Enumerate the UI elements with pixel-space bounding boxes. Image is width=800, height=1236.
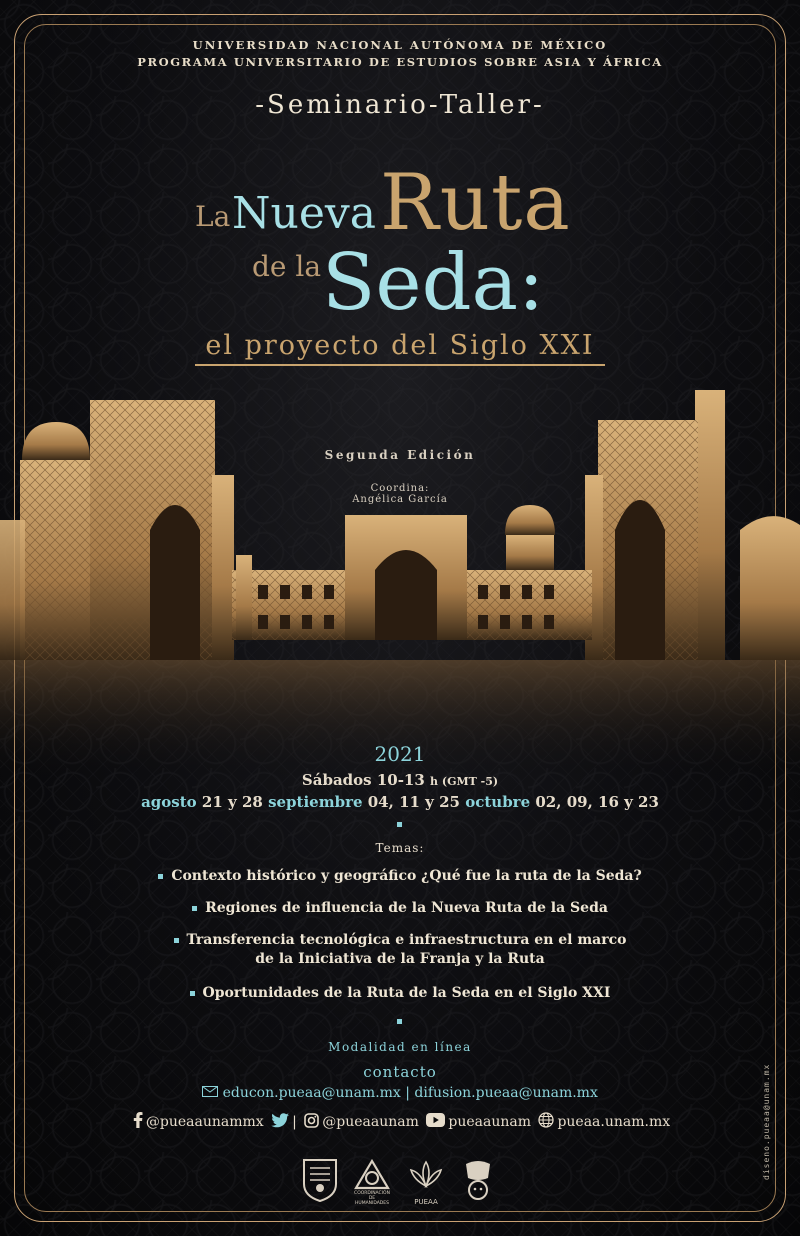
separator-square — [397, 1019, 402, 1024]
title-word-seda: Seda: — [322, 238, 545, 328]
separator-square — [397, 822, 402, 827]
topic-item: Regiones de influencia de la Nueva Ruta de la Seda — [0, 899, 800, 918]
dates-september: 04, 11 y 25 — [367, 793, 460, 811]
social-links — [0, 1112, 800, 1132]
facebook-icon[interactable] — [133, 1112, 143, 1132]
program-name: PROGRAMA UNIVERSITARIO DE ESTUDIOS SOBRE ASIA Y ÁFRICA — [137, 55, 663, 69]
modality-label: Modalidad en línea — [328, 1040, 472, 1054]
event-year: 2021 — [374, 742, 426, 766]
dates-august: 21 y 28 — [201, 793, 263, 811]
title-word-ruta: Ruta — [380, 158, 571, 248]
dates-october: 02, 09, 16 y 23 — [535, 793, 659, 811]
pueaa-logo-label: PUEAA — [414, 1198, 438, 1206]
unam-logo — [300, 1158, 340, 1204]
title-word-la: La — [195, 200, 231, 233]
schedule-dates — [0, 793, 800, 811]
bullet-icon — [158, 874, 163, 879]
youtube-handle[interactable]: pueaaunam — [448, 1114, 531, 1130]
edition-label: Segunda Edición — [324, 448, 476, 462]
month-october: octubre — [465, 793, 531, 811]
title-subtitle: el proyecto del Siglo XXI — [205, 330, 595, 361]
twitter-icon[interactable] — [271, 1113, 289, 1132]
subtitle-underline — [195, 364, 605, 366]
instagram-handle[interactable]: @pueaaunam — [322, 1114, 419, 1130]
coordinator-name: Angélica García — [352, 494, 448, 505]
left-madrasa — [0, 400, 234, 660]
globe-icon — [538, 1112, 554, 1132]
contact-emails[interactable]: educon.pueaa@unam.mx | difusion.pueaa@unam.mx — [0, 1085, 800, 1101]
instagram-icon[interactable] — [304, 1113, 319, 1132]
topic-item: Contexto histórico y geográfico ¿Qué fue la ruta de la Seda? — [0, 867, 800, 886]
title-word-nueva: Nueva — [232, 188, 376, 239]
coordinacion-humanidades-logo — [352, 1158, 392, 1204]
pueaa-logo — [406, 1158, 446, 1204]
title-word-de-la: de la — [252, 250, 322, 283]
facebook-handle[interactable]: @pueaaunammx — [145, 1114, 264, 1130]
mail-icon — [202, 1085, 222, 1101]
topic-item: Oportunidades de la Ruta de la Seda en el Siglo XXI — [0, 984, 800, 1003]
schedule-timezone: h (GMT -5) — [430, 775, 499, 788]
schedule-days-text: Sábados 10-13 — [301, 771, 425, 789]
schedule-days — [0, 771, 800, 789]
bullet-icon — [190, 991, 195, 996]
topics-label: Temas: — [375, 841, 425, 855]
central-madrasa — [232, 505, 592, 640]
month-september: septiembre — [268, 793, 363, 811]
coordinacion-logo-label: COORDINACIÓN DE HUMANIDADES — [354, 1191, 390, 1206]
bullet-icon — [192, 906, 197, 911]
contact-label: contacto — [363, 1063, 437, 1081]
puma-emblem-logo — [458, 1158, 498, 1204]
topic-item-continuation: de la Iniciativa de la Franja y la Ruta — [255, 951, 545, 967]
bullet-icon — [174, 938, 179, 943]
separator-bar: | — [292, 1114, 297, 1130]
website-link[interactable]: pueaa.unam.mx — [557, 1114, 671, 1130]
coordination-label: Coordina: — [370, 483, 430, 494]
university-name: UNIVERSIDAD NACIONAL AUTÓNOMA DE MÉXICO — [192, 38, 608, 52]
month-august: agosto — [141, 793, 197, 811]
youtube-icon[interactable] — [426, 1113, 445, 1131]
design-credit: diseno.pueaa@unam.mx — [762, 1063, 771, 1180]
event-type: -Seminario-Taller- — [255, 90, 545, 120]
institution-logos — [300, 1158, 500, 1208]
topic-item: Transferencia tecnológica e infraestructura en el marco — [0, 931, 800, 950]
registan-madrasa-illustration — [0, 380, 800, 780]
right-madrasa — [585, 390, 800, 660]
